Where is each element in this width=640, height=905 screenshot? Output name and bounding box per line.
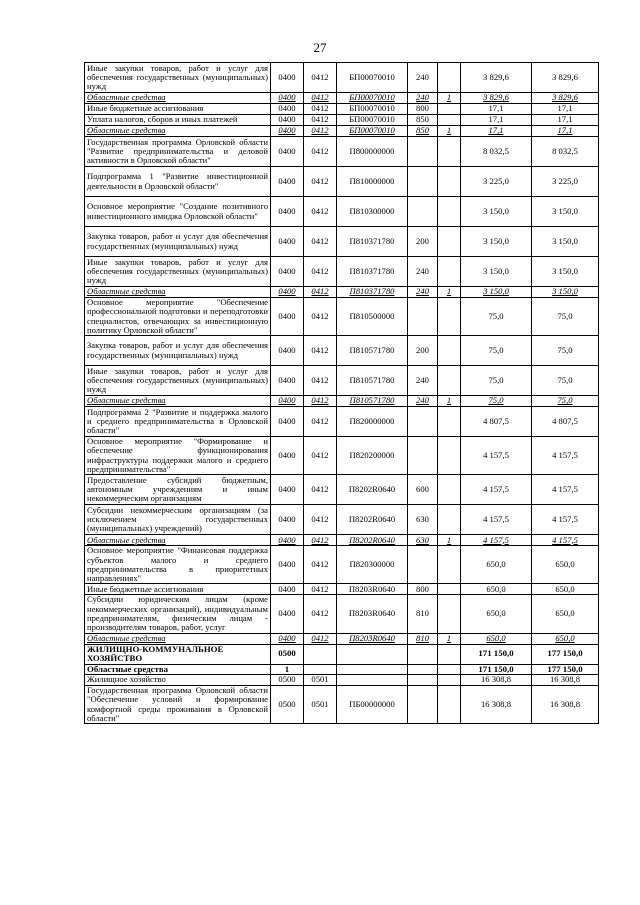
row-expense-type xyxy=(408,407,438,437)
table-row xyxy=(85,126,599,137)
row-amount-year1: 171 150,0 xyxy=(461,644,532,664)
table-row xyxy=(85,93,599,104)
row-expense-type: 200 xyxy=(408,227,438,257)
row-section: 0400 xyxy=(271,437,304,475)
row-amount-year2: 75,0 xyxy=(532,336,599,366)
row-amount-year1: 75,0 xyxy=(461,336,532,366)
row-target-article: П810371780 xyxy=(337,227,408,257)
table-row xyxy=(85,197,599,227)
row-amount-year1: 8 032,5 xyxy=(461,137,532,167)
table-row xyxy=(85,407,599,437)
row-amount-year2: 650,0 xyxy=(532,633,599,644)
row-section: 0400 xyxy=(271,584,304,595)
row-amount-year1: 3 225,0 xyxy=(461,167,532,197)
row-amount-year1: 650,0 xyxy=(461,546,532,584)
row-section: 0400 xyxy=(271,475,304,505)
row-source xyxy=(438,167,461,197)
row-section: 0400 xyxy=(271,633,304,644)
row-target-article: П810571780 xyxy=(337,336,408,366)
table-row xyxy=(85,686,599,724)
row-amount-year2: 75,0 xyxy=(532,298,599,336)
row-amount-year1: 3 150,0 xyxy=(461,287,532,298)
row-amount-year1: 16 308,8 xyxy=(461,686,532,724)
row-target-article: П800000000 xyxy=(337,137,408,167)
table-row xyxy=(85,257,599,287)
row-amount-year2: 650,0 xyxy=(532,584,599,595)
row-subsection: 0412 xyxy=(304,257,337,287)
row-section: 0400 xyxy=(271,505,304,535)
row-subsection: 0412 xyxy=(304,197,337,227)
row-description: Иные закупки товаров, работ и услуг для обеспечения государственных (муниципальных) нужд xyxy=(85,257,271,287)
row-amount-year2: 4 157,5 xyxy=(532,535,599,546)
table-row xyxy=(85,546,599,584)
row-section: 0400 xyxy=(271,137,304,167)
row-section: 0400 xyxy=(271,298,304,336)
row-source xyxy=(438,584,461,595)
row-section: 0400 xyxy=(271,63,304,93)
table-row xyxy=(85,595,599,633)
table-row xyxy=(85,584,599,595)
row-amount-year2: 16 308,8 xyxy=(532,686,599,724)
row-expense-type: 240 xyxy=(408,366,438,396)
row-target-article: П8203R0640 xyxy=(337,633,408,644)
row-amount-year1: 75,0 xyxy=(461,298,532,336)
row-section: 0400 xyxy=(271,287,304,298)
table-row xyxy=(85,535,599,546)
row-amount-year2: 17,1 xyxy=(532,104,599,115)
row-target-article: П820000000 xyxy=(337,407,408,437)
row-subsection: 0412 xyxy=(304,505,337,535)
row-amount-year2: 3 150,0 xyxy=(532,197,599,227)
row-source xyxy=(438,298,461,336)
row-description: Иные закупки товаров, работ и услуг для обеспечения государственных (муниципальных) нужд xyxy=(85,366,271,396)
row-target-article: П810000000 xyxy=(337,167,408,197)
row-target-article: БП00070010 xyxy=(337,63,408,93)
row-description: Основное мероприятие "Обеспечение профессиональной подготовки и переподготовки специалистов, отвечающих за инвестиционную политику Орловской области" xyxy=(85,298,271,336)
row-amount-year1: 17,1 xyxy=(461,115,532,126)
row-section: 0400 xyxy=(271,366,304,396)
row-description: Основное мероприятие "Создание позитивного инвестиционного имиджа Орловской области" xyxy=(85,197,271,227)
row-description: Областные средства xyxy=(85,633,271,644)
table-row xyxy=(85,287,599,298)
table-row xyxy=(85,396,599,407)
row-source xyxy=(438,336,461,366)
row-subsection: 0501 xyxy=(304,686,337,724)
row-description: Иные закупки товаров, работ и услуг для обеспечения государственных (муниципальных) нужд xyxy=(85,63,271,93)
row-section: 0400 xyxy=(271,407,304,437)
row-description: Субсидии юридическим лицам (кроме некоммерческих организаций), индивидуальным предпринимателям, физическим лицам - производителям товаров, работ, услуг xyxy=(85,595,271,633)
row-amount-year2: 8 032,5 xyxy=(532,137,599,167)
row-section: 1 xyxy=(271,664,304,675)
row-amount-year1: 3 829,6 xyxy=(461,63,532,93)
row-subsection: 0412 xyxy=(304,93,337,104)
row-expense-type: 630 xyxy=(408,505,438,535)
row-amount-year1: 3 150,0 xyxy=(461,197,532,227)
row-amount-year2: 177 150,0 xyxy=(532,664,599,675)
row-description: Областные средства xyxy=(85,287,271,298)
table-row xyxy=(85,437,599,475)
row-section: 0400 xyxy=(271,595,304,633)
row-target-article: БП00070010 xyxy=(337,104,408,115)
table-row xyxy=(85,167,599,197)
row-expense-type xyxy=(408,664,438,675)
row-expense-type xyxy=(408,167,438,197)
row-description: Иные бюджетные ассигнования xyxy=(85,104,271,115)
row-source xyxy=(438,664,461,675)
row-target-article: П820200000 xyxy=(337,437,408,475)
row-target-article: П8202R0640 xyxy=(337,535,408,546)
row-description: ЖИЛИЩНО-КОММУНАЛЬНОЕ ХОЗЯЙСТВО xyxy=(85,644,271,664)
row-amount-year1: 16 308,8 xyxy=(461,675,532,686)
row-subsection: 0412 xyxy=(304,137,337,167)
row-subsection: 0412 xyxy=(304,407,337,437)
row-subsection: 0412 xyxy=(304,595,337,633)
row-amount-year1: 4 157,5 xyxy=(461,535,532,546)
row-description: Подпрограмма 2 "Развитие и поддержка малого и среднего предпринимательства в Орловской области" xyxy=(85,407,271,437)
row-amount-year2: 17,1 xyxy=(532,115,599,126)
row-target-article: П820300000 xyxy=(337,546,408,584)
row-amount-year1: 17,1 xyxy=(461,104,532,115)
row-section: 0400 xyxy=(271,197,304,227)
row-amount-year1: 650,0 xyxy=(461,584,532,595)
row-expense-type xyxy=(408,298,438,336)
table-row xyxy=(85,336,599,366)
row-subsection: 0412 xyxy=(304,126,337,137)
row-subsection xyxy=(304,664,337,675)
row-amount-year1: 650,0 xyxy=(461,595,532,633)
row-target-article: П810571780 xyxy=(337,396,408,407)
row-expense-type: 600 xyxy=(408,475,438,505)
row-subsection: 0412 xyxy=(304,437,337,475)
row-description: Областные средства xyxy=(85,664,271,675)
table-row xyxy=(85,644,599,664)
row-source xyxy=(438,644,461,664)
row-expense-type: 630 xyxy=(408,535,438,546)
row-amount-year2: 177 150,0 xyxy=(532,644,599,664)
row-subsection: 0412 xyxy=(304,584,337,595)
page-number: 27 xyxy=(313,40,327,55)
row-section: 0500 xyxy=(271,675,304,686)
row-source xyxy=(438,475,461,505)
row-expense-type xyxy=(408,437,438,475)
row-target-article: П810371780 xyxy=(337,287,408,298)
row-expense-type: 810 xyxy=(408,633,438,644)
row-source: 1 xyxy=(438,126,461,137)
row-source xyxy=(438,115,461,126)
table-row xyxy=(85,104,599,115)
row-source xyxy=(438,257,461,287)
row-subsection: 0412 xyxy=(304,535,337,546)
row-expense-type: 240 xyxy=(408,93,438,104)
row-amount-year2: 4 157,5 xyxy=(532,475,599,505)
row-section: 0400 xyxy=(271,126,304,137)
row-expense-type: 800 xyxy=(408,104,438,115)
row-expense-type: 200 xyxy=(408,336,438,366)
row-amount-year2: 75,0 xyxy=(532,396,599,407)
row-description: Основное мероприятие "Формирование и обеспечение функционирования инфраструктуры поддержки малого и среднего предпринимательства" xyxy=(85,437,271,475)
row-expense-type xyxy=(408,546,438,584)
row-description: Областные средства xyxy=(85,126,271,137)
row-amount-year1: 4 807,5 xyxy=(461,407,532,437)
row-subsection: 0412 xyxy=(304,287,337,298)
row-target-article: П810571780 xyxy=(337,366,408,396)
row-description: Закупка товаров, работ и услуг для обеспечения государственных (муниципальных) нужд xyxy=(85,227,271,257)
row-expense-type: 240 xyxy=(408,287,438,298)
row-source xyxy=(438,104,461,115)
row-subsection: 0412 xyxy=(304,546,337,584)
row-amount-year2: 4 807,5 xyxy=(532,407,599,437)
row-source: 1 xyxy=(438,93,461,104)
row-section: 0400 xyxy=(271,227,304,257)
row-description: Предоставление субсидий бюджетным, автономным учреждениям и иным некоммерческим организациям xyxy=(85,475,271,505)
table-row xyxy=(85,227,599,257)
row-section: 0500 xyxy=(271,686,304,724)
row-amount-year2: 3 150,0 xyxy=(532,227,599,257)
row-description: Уплата налогов, сборов и иных платежей xyxy=(85,115,271,126)
row-target-article: БП00070010 xyxy=(337,93,408,104)
row-expense-type: 850 xyxy=(408,126,438,137)
row-description: Областные средства xyxy=(85,396,271,407)
row-subsection xyxy=(304,644,337,664)
table-row xyxy=(85,664,599,675)
row-expense-type xyxy=(408,197,438,227)
row-source xyxy=(438,686,461,724)
row-subsection: 0412 xyxy=(304,475,337,505)
row-source: 1 xyxy=(438,396,461,407)
row-subsection: 0412 xyxy=(304,115,337,126)
row-amount-year2: 16 308,8 xyxy=(532,675,599,686)
row-description: Государственная программа Орловской области "Обеспечение условий и формирование комфортной среды проживания в Орловской области" xyxy=(85,686,271,724)
row-target-article: ПБ00000000 xyxy=(337,686,408,724)
row-target-article: П8202R0640 xyxy=(337,475,408,505)
row-amount-year2: 4 157,5 xyxy=(532,437,599,475)
row-amount-year1: 3 829,6 xyxy=(461,93,532,104)
row-source xyxy=(438,675,461,686)
row-amount-year1: 3 150,0 xyxy=(461,227,532,257)
row-section: 0400 xyxy=(271,257,304,287)
row-amount-year1: 75,0 xyxy=(461,366,532,396)
row-amount-year2: 17,1 xyxy=(532,126,599,137)
row-target-article xyxy=(337,664,408,675)
row-expense-type: 850 xyxy=(408,115,438,126)
table-row xyxy=(85,115,599,126)
row-subsection: 0412 xyxy=(304,63,337,93)
row-section: 0500 xyxy=(271,644,304,664)
row-description: Жилищное хозяйство xyxy=(85,675,271,686)
budget-table xyxy=(84,62,599,724)
row-source xyxy=(438,407,461,437)
row-amount-year2: 3 829,6 xyxy=(532,93,599,104)
row-section: 0400 xyxy=(271,535,304,546)
row-target-article xyxy=(337,644,408,664)
row-amount-year1: 4 157,5 xyxy=(461,505,532,535)
row-description: Закупка товаров, работ и услуг для обеспечения государственных (муниципальных) нужд xyxy=(85,336,271,366)
row-amount-year2: 75,0 xyxy=(532,366,599,396)
row-description: Иные бюджетные ассигнования xyxy=(85,584,271,595)
row-source xyxy=(438,197,461,227)
row-section: 0400 xyxy=(271,546,304,584)
row-expense-type: 800 xyxy=(408,584,438,595)
row-description: Государственная программа Орловской области "Развитие предпринимательства и деловой активности в Орловской области" xyxy=(85,137,271,167)
row-amount-year2: 3 225,0 xyxy=(532,167,599,197)
row-description: Областные средства xyxy=(85,93,271,104)
row-description: Субсидии некоммерческим организациям (за исключением государственных (муниципальных) учреждений) xyxy=(85,505,271,535)
row-amount-year1: 650,0 xyxy=(461,633,532,644)
table-row xyxy=(85,63,599,93)
row-expense-type xyxy=(408,137,438,167)
row-target-article xyxy=(337,675,408,686)
row-target-article: П8203R0640 xyxy=(337,584,408,595)
row-section: 0400 xyxy=(271,104,304,115)
row-source xyxy=(438,63,461,93)
row-source xyxy=(438,366,461,396)
row-expense-type: 240 xyxy=(408,396,438,407)
row-amount-year1: 17,1 xyxy=(461,126,532,137)
table-row xyxy=(85,298,599,336)
row-amount-year1: 75,0 xyxy=(461,396,532,407)
row-section: 0400 xyxy=(271,167,304,197)
table-row xyxy=(85,505,599,535)
row-source: 1 xyxy=(438,633,461,644)
row-expense-type: 240 xyxy=(408,257,438,287)
table-row xyxy=(85,675,599,686)
row-expense-type xyxy=(408,675,438,686)
row-expense-type xyxy=(408,686,438,724)
row-source: 1 xyxy=(438,287,461,298)
row-target-article: БП00070010 xyxy=(337,126,408,137)
row-amount-year2: 3 150,0 xyxy=(532,287,599,298)
row-target-article: П8202R0640 xyxy=(337,505,408,535)
row-subsection: 0412 xyxy=(304,633,337,644)
table-row xyxy=(85,137,599,167)
row-amount-year2: 3 829,6 xyxy=(532,63,599,93)
row-source xyxy=(438,137,461,167)
row-amount-year1: 3 150,0 xyxy=(461,257,532,287)
row-subsection: 0412 xyxy=(304,336,337,366)
row-description: Подпрограмма 1 "Развитие инвестиционной деятельности в Орловской области" xyxy=(85,167,271,197)
row-subsection: 0412 xyxy=(304,227,337,257)
row-subsection: 0412 xyxy=(304,298,337,336)
row-source xyxy=(438,437,461,475)
row-source xyxy=(438,595,461,633)
row-section: 0400 xyxy=(271,93,304,104)
row-target-article: П810500000 xyxy=(337,298,408,336)
table-row xyxy=(85,366,599,396)
row-section: 0400 xyxy=(271,115,304,126)
row-amount-year2: 650,0 xyxy=(532,595,599,633)
row-subsection: 0412 xyxy=(304,396,337,407)
row-target-article: П810371780 xyxy=(337,257,408,287)
row-subsection: 0501 xyxy=(304,675,337,686)
row-description: Основное мероприятие "Финансовая поддержка субъектов малого и среднего предпринимательства в приоритетных направлениях" xyxy=(85,546,271,584)
row-subsection: 0412 xyxy=(304,167,337,197)
row-target-article: П8203R0640 xyxy=(337,595,408,633)
row-expense-type: 810 xyxy=(408,595,438,633)
row-section: 0400 xyxy=(271,396,304,407)
row-amount-year1: 4 157,5 xyxy=(461,437,532,475)
row-amount-year1: 171 150,0 xyxy=(461,664,532,675)
row-amount-year2: 3 150,0 xyxy=(532,257,599,287)
row-amount-year1: 4 157,5 xyxy=(461,475,532,505)
row-subsection: 0412 xyxy=(304,104,337,115)
row-target-article: БП00070010 xyxy=(337,115,408,126)
row-source xyxy=(438,505,461,535)
row-target-article: П810300000 xyxy=(337,197,408,227)
row-source xyxy=(438,546,461,584)
table-row xyxy=(85,633,599,644)
budget-table-body xyxy=(85,63,599,724)
row-source xyxy=(438,227,461,257)
row-description: Областные средства xyxy=(85,535,271,546)
row-amount-year2: 4 157,5 xyxy=(532,505,599,535)
row-source: 1 xyxy=(438,535,461,546)
row-section: 0400 xyxy=(271,336,304,366)
table-row xyxy=(85,475,599,505)
row-expense-type xyxy=(408,644,438,664)
row-expense-type: 240 xyxy=(408,63,438,93)
row-amount-year2: 650,0 xyxy=(532,546,599,584)
row-subsection: 0412 xyxy=(304,366,337,396)
